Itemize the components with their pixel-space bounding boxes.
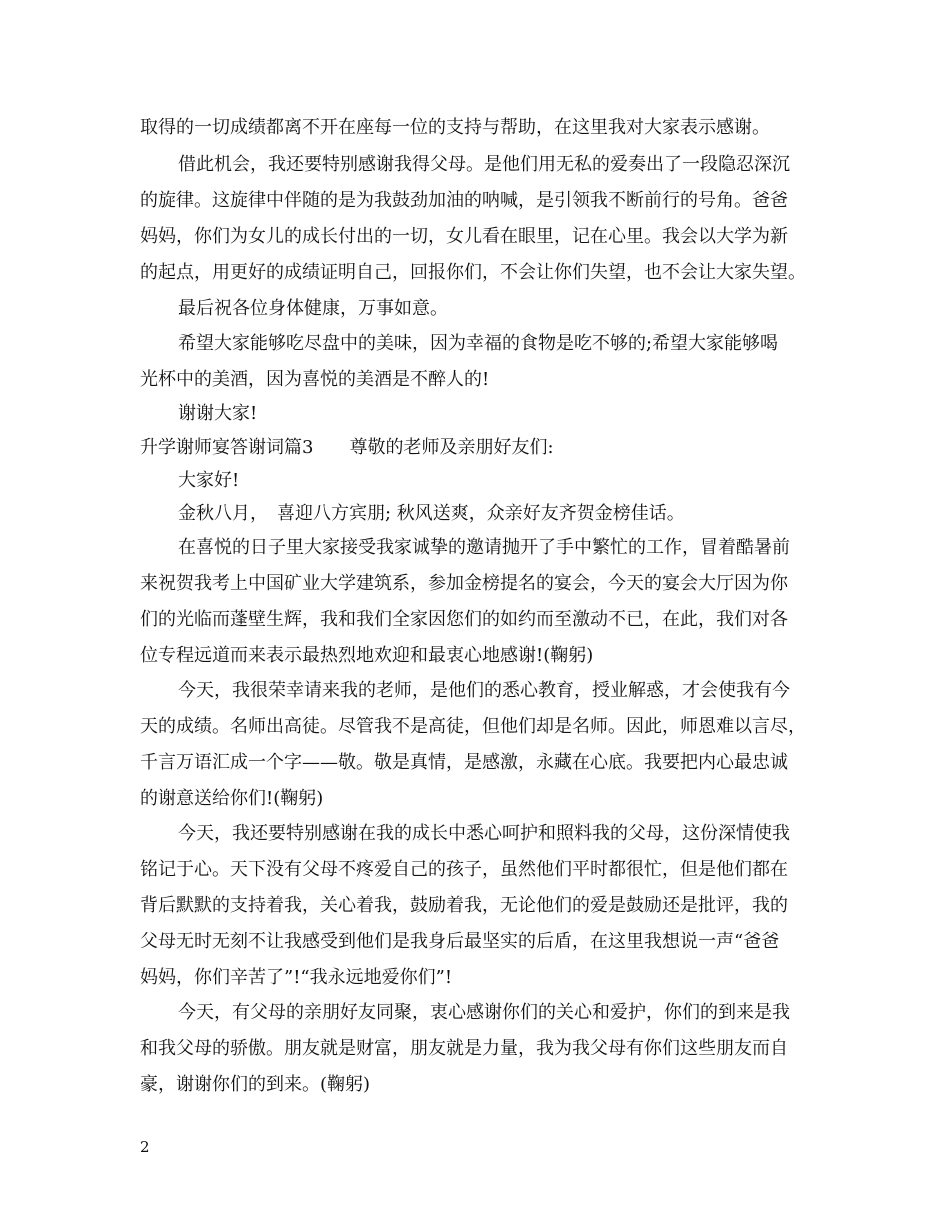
text-line: 谢谢大家!: [178, 403, 258, 424]
text-line: 和我父母的骄傲。朋友就是财富，朋友就是力量，我为我父母有你们这些朋友而自: [140, 1038, 788, 1059]
text-line: 大家好!: [178, 470, 240, 491]
text-line: 铭记于心。天下没有父母不疼爱自己的孩子，虽然他们平时都很忙，但是他们都在: [140, 859, 788, 880]
text-line: 借此机会，我还要特别感谢我得父母。是他们用无私的爱奏出了一段隐忍深沉: [178, 154, 790, 175]
text-line: 希望大家能够吃尽盘中的美味，因为幸福的食物是吃不够的;希望大家能够喝: [178, 333, 779, 354]
text-line: 们的光临而蓬壁生辉，我和我们全家因您们的如约而至激动不已，在此，我们对各: [140, 609, 788, 630]
text-line: 位专程远道而来表示最热烈地欢迎和最衷心地感谢!(鞠躬): [140, 645, 594, 666]
text-line: 今天，我还要特别感谢在我的成长中悉心呵护和照料我的父母，这份深情使我: [178, 823, 790, 844]
section-heading: 升学谢师宴答谢词篇3 尊敬的老师及亲朋好友们:: [140, 437, 554, 458]
text-line: 最后祝各位身体健康，万事如意。: [178, 298, 448, 319]
text-line: 妈妈，你们为女儿的成长付出的一切，女儿看在眼里，记在心里。我会以大学为新: [140, 226, 788, 247]
text-line: 在喜悦的日子里大家接受我家诚挚的邀请抛开了手中繁忙的工作，冒着酷暑前: [178, 537, 790, 558]
text-line: 千言万语汇成一个字——敬。敬是真情，是感激，永藏在心底。我要把内心最忠诚: [140, 752, 788, 773]
text-line: 父母无时无刻不让我感受到他们是我身后最坚实的后盾，在这里我想说一声“爸爸: [140, 931, 780, 952]
text-line: 的旋律。这旋律中伴随的是为我鼓劲加油的呐喊，是引领我不断前行的号角。爸爸: [140, 190, 788, 211]
text-line: 的起点，用更好的成绩证明自己，回报你们，不会让你们失望，也不会让大家失望。: [140, 262, 806, 283]
text-line: 今天，有父母的亲朋好友同聚，衷心感谢你们的关心和爱护，你们的到来是我: [178, 1002, 790, 1023]
text-line: 来祝贺我考上中国矿业大学建筑系，参加金榜提名的宴会，今天的宴会大厅因为你: [140, 573, 788, 594]
text-line: 取得的一切成绩都离不开在座每一位的支持与帮助，在这里我对大家表示感谢。: [140, 117, 770, 138]
text-line: 今天，我很荣幸请来我的老师，是他们的悉心教育，授业解惑，才会使我有今: [178, 680, 790, 701]
text-line: 光杯中的美酒，因为喜悦的美酒是不醉人的!: [140, 369, 490, 390]
page-number: 2: [140, 1138, 150, 1156]
text-line: 天的成绩。名师出高徒。尽管我不是高徒，但他们却是名师。因此，师恩难以言尽，: [140, 716, 806, 737]
text-line: 豪，谢谢你们的到来。(鞠躬): [140, 1074, 371, 1095]
text-line: 妈妈，你们辛苦了”!“我永远地爱你们”!: [140, 967, 453, 988]
text-line: 金秋八月， 喜迎八方宾朋; 秋风送爽，众亲好友齐贺金榜佳话。: [178, 503, 685, 524]
text-line: 的谢意送给你们!(鞠躬): [140, 788, 324, 809]
text-line: 背后默默的支持着我，关心着我，鼓励着我，无论他们的爱是鼓励还是批评，我的: [140, 895, 788, 916]
